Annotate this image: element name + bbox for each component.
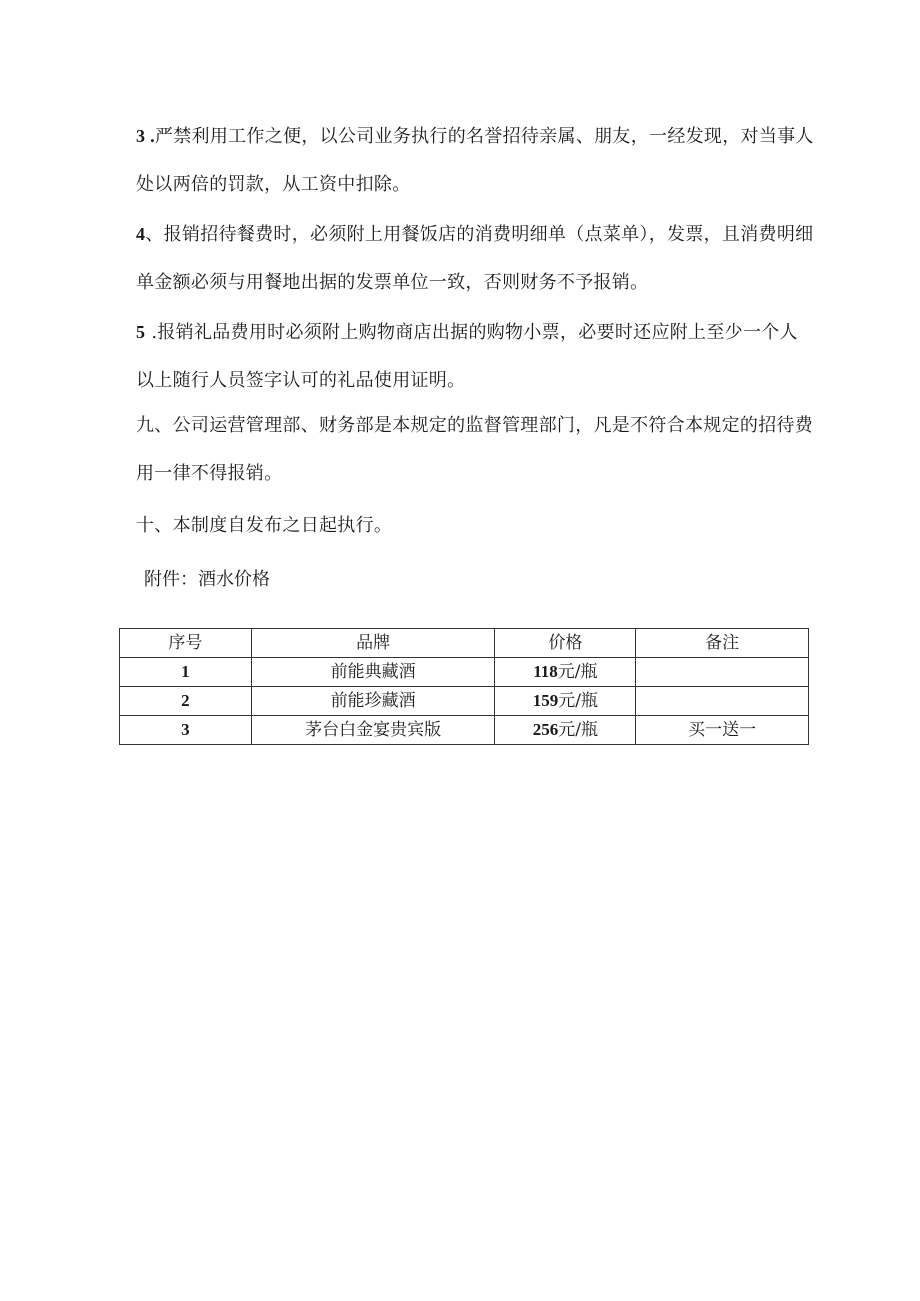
paragraph-section-10 [136, 502, 816, 550]
paragraph-text: 十、本制度自发布之日起执行。 [136, 515, 393, 536]
price-number: 159 [532, 691, 559, 710]
table-header-row [120, 629, 809, 658]
paragraph-text: 九、公司运营管理部、财务部是本规定的监督管理部门，凡是不符合本规定的招待费用一律不得报销。 [136, 415, 814, 484]
price-number: 256 [532, 720, 559, 739]
paragraph-number: 3 [136, 126, 146, 146]
paragraph-text: 报销招待餐费时，必须附上用餐饭店的消费明细单（点菜单），发票，且消费明细单金额必须与用餐地出据的发票单位一致，否则财务不予报销。 [136, 224, 814, 293]
paragraph-separator: . [145, 126, 155, 146]
header-note: 备注 [636, 629, 809, 658]
row-price [495, 658, 636, 687]
row-index: 1 [120, 658, 252, 687]
header-price: 价格 [495, 629, 636, 658]
paragraph-separator: 、 [145, 224, 164, 245]
paragraph-text: 严禁利用工作之便，以公司业务执行的名誉招待亲属、朋友，一经发现，对当事人处以两倍的罚款，从工资中扣除。 [136, 126, 814, 195]
table-row [120, 716, 809, 745]
row-index: 2 [120, 687, 252, 716]
row-note [636, 658, 809, 687]
row-brand: 前能典藏酒 [251, 658, 495, 687]
header-index: 序号 [120, 629, 252, 658]
paragraph-number: 5 [136, 322, 146, 342]
header-brand: 品牌 [251, 629, 495, 658]
row-brand: 前能珍藏酒 [251, 687, 495, 716]
row-index: 3 [120, 716, 252, 745]
row-price [495, 716, 636, 745]
price-number: 118 [533, 662, 558, 681]
paragraph-3 [136, 112, 816, 209]
attachment-title: 附件：酒水价格 [144, 569, 270, 590]
paragraph-separator: . [145, 322, 158, 343]
row-price [495, 687, 636, 716]
table-row [120, 658, 809, 687]
paragraph-5 [136, 308, 816, 405]
price-unit: 元/瓶 [558, 691, 598, 711]
paragraph-number: 4 [136, 224, 146, 244]
row-brand: 茅台白金宴贵宾版 [251, 716, 495, 745]
paragraph-4 [136, 210, 816, 307]
price-unit: 元/瓶 [557, 662, 598, 682]
row-note: 买一送一 [636, 716, 809, 745]
price-table [119, 628, 809, 745]
price-unit: 元/瓶 [558, 720, 598, 740]
table-row [120, 687, 809, 716]
paragraph-text: 报销礼品费用时必须附上购物商店出据的购物小票，必要时还应附上至少一个人以上随行人员签字认可的礼品使用证明。 [136, 322, 798, 391]
row-note [636, 687, 809, 716]
paragraph-section-9 [136, 402, 816, 498]
